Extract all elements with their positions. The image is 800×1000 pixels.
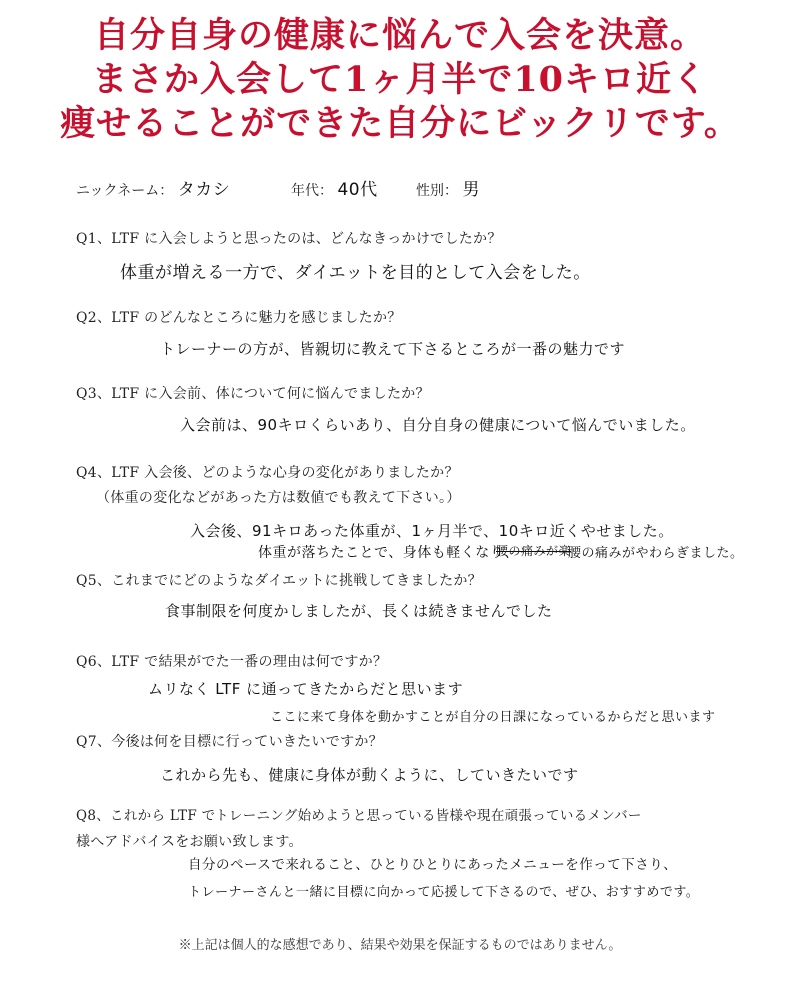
q4-answer-line-2: 体重が落ちたことで、身体も軽くなり、 [258, 545, 519, 561]
gender-field [416, 175, 480, 200]
q7-question: Q7、今後は何を目標に行っていきたいですか？ [76, 734, 383, 750]
q4-answer-line-1: 入会後、91キロあった体重が、1ヶ月半で、10キロ近くやせました。 [190, 522, 674, 540]
q5-question: Q5、これまでにどのようなダイエットに挑戦してきましたか？ [76, 573, 482, 589]
profile-row [76, 167, 736, 201]
headline-line-2: まさか入会して1ヶ月半で10キロ近く [91, 59, 709, 100]
q4-answer-strikethrough: 腰の痛みが楽 [496, 544, 572, 558]
q1-answer: 体重が増える一方で、ダイエットを目的として入会をした。 [120, 263, 591, 283]
nickname-value: タカシ [177, 180, 231, 200]
gender-value: 男 [462, 180, 480, 200]
nickname-label: ニックネーム： [76, 183, 174, 199]
age-label: 年代： [291, 183, 333, 199]
nickname-field [76, 175, 230, 200]
q8-answer-line-1: 自分のペースで来れること、ひとりひとりにあったメニューを作って下さり、 [188, 857, 678, 873]
q3-question: Q3、LTF に入会前、体について何に悩んでましたか？ [76, 386, 430, 402]
q2-answer: トレーナーの方が、皆親切に教えて下さるところが一番の魅力です [160, 340, 626, 358]
q6-answer-line-1: ムリなく LTF に通ってきたからだと思います [148, 680, 464, 698]
headline-line-1: 自分自身の健康に悩んで入会を決意。 [93, 15, 706, 56]
q2-question: Q2、LTF のどんなところに魅力を感じましたか？ [76, 310, 402, 326]
disclaimer: ※上記は個人的な感想であり、結果や効果を保証するものではありません。 [178, 938, 622, 953]
headline [0, 14, 800, 146]
q5-answer: 食事制限を何度かしましたが、長くは続きませんでした [165, 602, 553, 620]
q8-question: Q8、これから LTF でトレーニング始めようと思っている皆様や現在頑張っているメンバー [76, 808, 642, 824]
q8-question-line-2: 様へアドバイスをお願い致します。 [76, 834, 303, 850]
q6-answer-line-2: ここに来て身体を動かすことが自分の日課になっているからだと思います [270, 710, 716, 725]
gender-label: 性別： [416, 183, 458, 199]
q7-answer: これから先も、健康に身体が動くように、していきたいです [160, 766, 579, 784]
q4-answer-line-3: 腰の痛みがやわらぎました。 [568, 546, 744, 561]
q8-answer-line-2: トレーナーさんと一緒に目標に向かって応援して下さるので、ぜひ、おすすめです。 [188, 885, 700, 900]
age-field [291, 175, 378, 200]
age-value: 40代 [337, 180, 378, 200]
q4-subnote: （体重の変化などがあった方は数値でも教えて下さい。） [96, 490, 461, 506]
q4-question: Q4、LTF 入会後、どのような心身の変化がありましたか？ [76, 465, 459, 481]
q6-question: Q6、LTF で結果がでた一番の理由は何ですか？ [76, 654, 388, 670]
headline-line-3: 痩せることができた自分にビックリです。 [60, 103, 740, 144]
q1-question: Q1、LTF に入会しようと思ったのは、どんなきっかけでしたか？ [76, 231, 502, 247]
q3-answer: 入会前は、90キロくらいあり、自分自身の健康について悩んでいました。 [180, 416, 696, 434]
